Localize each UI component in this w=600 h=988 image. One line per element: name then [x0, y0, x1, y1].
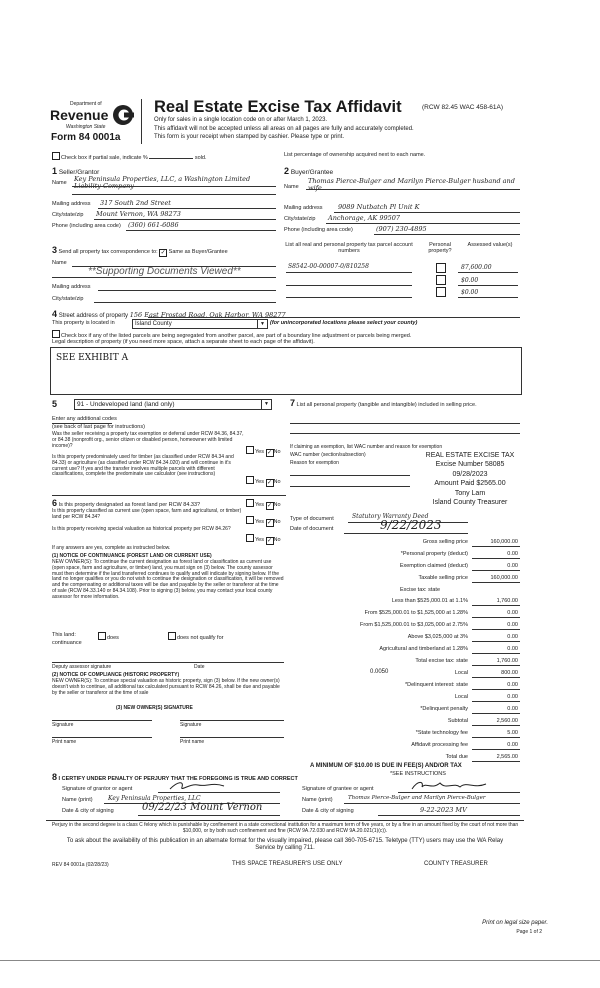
forest-yes-checkbox[interactable] [246, 499, 254, 507]
personal-property-section-number: 7 [290, 398, 296, 408]
buyer-name-label: Name [284, 184, 299, 190]
legal-description-label: Legal description of property (if you need more space, attach a separate sheet to each page of the affidavit). [52, 339, 315, 345]
land-use-select[interactable] [74, 399, 272, 410]
owner-signature-label-1: Signature [52, 722, 74, 728]
personal-property-checkbox-1[interactable] [436, 263, 446, 273]
owner-print-name-label-2: Print name [180, 739, 205, 745]
page-title: Real Estate Excise Tax Affidavit [154, 98, 402, 116]
continuance-label: continuance [52, 640, 82, 646]
property-street-label: Street address of property [58, 313, 129, 319]
tax-label-processing: Affidavit processing fee [411, 742, 468, 748]
yes-label: Yes [255, 519, 264, 525]
correspondence-section-number: 3 [52, 245, 58, 255]
grantee-name-label: Name (print) [302, 797, 333, 803]
header-note-3: This form is your receipt when stamped by cashier. Please type or print. [154, 134, 345, 140]
forest-section-number: 6 [52, 498, 58, 508]
partial-sale-label: Check box if partial sale, indicate % [61, 155, 148, 161]
treasurer-use-label: THIS SPACE TREASURER'S USE ONLY [232, 861, 343, 867]
local-rate[interactable]: 0.0050 [370, 669, 389, 675]
no-label: No [273, 449, 281, 455]
tax-value-tier3[interactable]: 0.00 [507, 622, 518, 628]
personal-property-label: List all personal property (tangible and intangible) included in selling price. [296, 402, 477, 408]
form-number: Form 84 0001a [51, 132, 121, 143]
deputy-date-label: Date [194, 664, 205, 670]
excise-tax-stamp [412, 451, 528, 507]
correspondence-city-label: City/state/zip [52, 296, 84, 302]
no-label: No [273, 537, 281, 543]
grantee-signature-label: Signature of grantee or agent [302, 786, 374, 792]
buyer-city-label: City/state/zip [284, 216, 316, 222]
tax-value-technology[interactable]: 5.00 [507, 730, 518, 736]
see-instructions-note: *SEE INSTRUCTIONS [390, 771, 446, 777]
grantor-date-label: Date & city of signing [62, 808, 114, 814]
rcw-reference: (RCW 82.45 WAC 458-61A) [422, 104, 504, 111]
correspondence-heading-label: Send all property tax correspondence to: [58, 249, 158, 255]
does-not-label: does not qualify for [177, 635, 224, 641]
no-label: No [273, 479, 281, 485]
tax-value-processing[interactable]: 0.00 [507, 742, 518, 748]
assessed-value-1[interactable]: 87,600.00 [461, 264, 492, 271]
notice-continuance-title: (1) NOTICE OF CONTINUANCE (FOREST LAND OR CURRENT USE) [52, 553, 212, 559]
certify-section-number: 8 [52, 772, 58, 782]
exemption-no-checkbox[interactable]: ✓ [267, 450, 273, 456]
stamp-line-2: Excise Number 58085 [435, 461, 505, 469]
property-street-field[interactable]: 156 East Frostad Road, Oak Harbor, WA 98277 [129, 311, 286, 319]
historic-no-checkbox[interactable]: ✓ [267, 538, 273, 544]
tax-label-tier4: Above $3,025,000 at 3% [407, 634, 468, 640]
partial-sale-checkbox[interactable] [52, 152, 60, 160]
additional-codes-label: Enter any additional codes [52, 416, 117, 422]
county-select[interactable] [132, 319, 268, 329]
seller-mailing-field[interactable]: 317 South 2nd Street [100, 199, 171, 207]
header-note-1: Only for sales in a single location code on or after March 1, 2023. [154, 117, 328, 123]
exemption-claim-note: If claiming an exemption, list WAC number and reason for exemption [290, 444, 443, 450]
see-back-note: (see back of last page for instructions) [52, 424, 145, 430]
does-option [98, 632, 119, 641]
forest-answer [246, 499, 281, 510]
assessed-value-3[interactable]: $0.00 [461, 289, 479, 296]
tax-value-local[interactable]: 800.00 [501, 670, 518, 676]
current-use-yes-checkbox[interactable] [246, 516, 254, 524]
exemption-question: Was the seller receiving a property tax exemption or deferral under RCW 84.36, 84.37, or 84.38 (nonprofit org., senior citizen or disabled person, homeowner with limited income)? [52, 431, 244, 449]
personal-property-row [290, 398, 520, 408]
tax-label-gross: Gross selling price [422, 539, 468, 545]
supporting-docs-stamp: **Supporting Documents Viewed** [88, 266, 241, 277]
accessibility-notice: To ask about the availability of this publication in an alternate format for the visually impaired, please call 360-705-6715. Teletype (TTY) users may use the WA Relay Service by calling 711. [66, 838, 504, 851]
tax-label-local: Local [454, 670, 468, 676]
current-use-answer [246, 516, 281, 527]
correspondence-name-label: Name [52, 260, 67, 266]
stamp-line-5: Tony Lam [454, 489, 486, 497]
same-as-buyer-label: Same as Buyer/Grantee [168, 249, 228, 255]
grantor-date-field[interactable]: 09/22/23 Mount Vernon [142, 802, 263, 813]
boundary-row [52, 330, 411, 339]
dept-line2: Revenue [50, 107, 109, 123]
buyer-phone-label: Phone (including area code) [284, 227, 353, 233]
legal-paper-note: Print on legal size paper. [482, 920, 548, 926]
does-label: does [107, 635, 119, 641]
parcel-col-header: List all real and personal property tax parcel account numbers [285, 242, 413, 255]
tax-value-taxable[interactable]: 160,000.00 [490, 575, 518, 581]
boundary-label: Check box if any of the listed parcels are being segregated from another parcel, are part of a boundary line adjustment or parcels being merged. [61, 333, 412, 339]
seller-section-number: 1 [52, 166, 58, 176]
personal-property-checkbox-2[interactable] [436, 275, 446, 285]
yes-label: Yes [255, 479, 264, 485]
tax-value-interest-local[interactable]: 0.00 [507, 694, 518, 700]
notice-continuance-body: NEW OWNER(S): To continue the current designation as forest land or classification as current use (open space, farm and agriculture, or timber) land, you must sign on (3) below. The county assessor must then determine if the land transferred continues to qualify and will indicate by signing below. If the land no longer qualifies or you do not wish to continue the designation or classification, it will be removed and the compensating or additional taxes will be due and payable by the seller or transferor at the time of sale (RCW 84.33.140 or 84.34.108). Prior to signing (3) below, you may contact your local county assessor for more information. [52, 559, 284, 600]
assessed-value-2[interactable]: $0.00 [461, 277, 479, 284]
tax-label-total-state: Total excise tax: state [415, 658, 468, 664]
buyer-phone-field[interactable]: (907) 230-4895 [376, 225, 427, 233]
buyer-city-field[interactable]: Anchorage, AK 99507 [328, 214, 401, 222]
exemption-reason-label: Reason for exemption [290, 460, 339, 466]
unincorporated-note: (for unincorporated locations please select your county) [270, 320, 418, 326]
stamp-line-3: 09/28/2023 [452, 470, 488, 478]
chevron-down-icon[interactable]: ▼ [261, 400, 271, 409]
tax-label-subtotal: Subtotal [447, 718, 468, 724]
grantee-date-field[interactable]: 9-22-2023 MV [420, 806, 467, 814]
seller-heading-label: Seller/Grantor [58, 169, 100, 176]
personal-col-header: Personal property? [428, 242, 452, 255]
seller-name-label: Name [52, 180, 67, 186]
header-divider [141, 99, 142, 144]
timber-yes-checkbox[interactable] [246, 476, 254, 484]
correspondence-mailing-label: Mailing address [52, 284, 91, 290]
grantor-signature[interactable] [168, 779, 228, 793]
document-type-field[interactable]: Statutory Warranty Deed [352, 513, 429, 520]
land-use-section-number: 5 [52, 399, 58, 409]
legal-description-text: SEE EXHIBIT A [56, 353, 129, 363]
header-note-2: This affidavit will not be accepted unless all areas on all pages are fully and accurately completed. [154, 126, 414, 132]
legal-description-box[interactable] [50, 347, 522, 395]
stamp-line-1: REAL ESTATE EXCISE TAX [425, 452, 515, 459]
seller-city-label: City/state/zip [52, 212, 84, 218]
tax-label-total-due: Total due [445, 754, 468, 760]
tax-label-penalty: *Delinquent penalty [420, 706, 468, 712]
tax-value-tier4[interactable]: 0.00 [507, 634, 518, 640]
yes-label: Yes [255, 537, 264, 543]
buyer-heading [284, 166, 333, 176]
county-select-value: Island County [135, 321, 172, 327]
new-owner-signature-title: (3) NEW OWNER(S) SIGNATURE [116, 705, 193, 711]
tax-label-interest-local: Local [454, 694, 468, 700]
parcel-number-1[interactable]: S8542-00-00007-0/810258 [288, 263, 369, 270]
grantor-signature-label: Signature of grantor or agent [62, 786, 133, 792]
certify-statement: I CERTIFY UNDER PENALTY OF PERJURY THAT THE FOREGOING IS TRUE AND CORRECT [58, 776, 298, 782]
buyer-mailing-field[interactable]: 9089 Nutbatch Pl Unit K [338, 203, 420, 211]
tax-value-tier2[interactable]: 0.00 [507, 610, 518, 616]
document-date-label: Date of document [290, 526, 334, 532]
county-treasurer-label: COUNTY TREASURER [424, 861, 488, 867]
tax-value-penalty[interactable]: 0.00 [507, 706, 518, 712]
minimum-due-note: A MINIMUM OF $10.00 IS DUE IN FEE(S) AND/OR TAX [310, 763, 462, 769]
tax-label-personal: *Personal property (deduct) [400, 551, 468, 557]
buyer-section-number: 2 [284, 166, 290, 176]
tax-label-excise-state: Excise tax: state [399, 587, 440, 593]
grantee-date-label: Date & city of signing [302, 808, 354, 814]
this-land-label: This land: [52, 632, 76, 638]
tax-value-tier1[interactable]: 1,760.00 [496, 598, 518, 604]
seller-name-field[interactable]: Key Peninsula Properties, LLC, a Washington Limited Liability Company [74, 175, 251, 191]
buyer-name-field[interactable]: Thomas Pierce-Bulger and Marilyn Pierce-Bulger husband and wife [308, 177, 515, 193]
seller-city-field[interactable]: Mount Vernon, WA 98273 [96, 210, 181, 218]
notice-compliance-title: (2) NOTICE OF COMPLIANCE (HISTORIC PROPERTY) [52, 672, 180, 678]
wac-number-label: WAC number (section/subsection) [290, 452, 366, 458]
property-location-label: This property is located in [52, 320, 115, 326]
tax-label-tier3: From $1,525,000.01 to $3,025,000 at 2.75% [360, 622, 468, 628]
seller-phone-label: Phone (including area code) [52, 223, 121, 229]
yes-label: Yes [255, 502, 264, 508]
personal-property-checkbox-3[interactable] [436, 287, 446, 297]
timber-answer [246, 476, 281, 487]
timber-no-checkbox[interactable]: ✓ [267, 480, 273, 486]
yes-label: Yes [255, 449, 264, 455]
stamp-line-4: Amount Paid $2565.00 [434, 480, 506, 488]
exemption-yes-checkbox[interactable] [246, 446, 254, 454]
tax-label-taxable: Taxable selling price [418, 575, 468, 581]
correspondence-heading [52, 245, 228, 257]
land-use-select-value: 91 - Undeveloped land (land only) [77, 401, 175, 408]
assessed-col-header: Assessed value(s) [467, 242, 513, 248]
chevron-down-icon[interactable]: ▼ [257, 320, 267, 328]
tax-value-total-due[interactable]: 2,565.00 [496, 754, 518, 760]
current-use-no-checkbox[interactable]: ✓ [267, 520, 273, 526]
exemption-answer [246, 446, 281, 457]
stamp-line-6: Island County Treasurer [432, 499, 508, 507]
page-number: Page 1 of 2 [516, 929, 542, 935]
tax-label-interest-state: *Delinquent interest: state [405, 682, 468, 688]
seller-phone-field[interactable]: (360) 661-6086 [128, 221, 179, 229]
dept-line3: Washington State [66, 124, 106, 130]
tax-value-gross[interactable]: 160,000.00 [490, 539, 518, 545]
historic-question: Is this property receiving special valuation as historical property per RCW 84.26? [52, 526, 231, 532]
does-not-option [168, 632, 223, 641]
tax-value-interest-state[interactable]: 0.00 [507, 682, 518, 688]
tax-value-subtotal[interactable]: 2,560.00 [496, 718, 518, 724]
grantor-name-label: Name (print) [62, 797, 93, 803]
no-label: No [273, 519, 281, 525]
forest-question-row [52, 498, 200, 508]
partial-sale-row [52, 152, 207, 161]
dor-logo-icon [111, 103, 135, 127]
timber-question: Is this property predominately used for timber (as classified under RCW 84.34 and 84.33) or agriculture (as classified under RCW 84.34.020) and will continue in it's current use? If yes and the transfer involves multiple parcels with different classifications, complete the predominate use calculator (see instructions) [52, 454, 234, 478]
if-yes-note: If any answers are yes, complete as instructed below. [52, 545, 171, 551]
buyer-mailing-label: Mailing address [284, 205, 323, 211]
forest-no-checkbox[interactable]: ✓ [267, 503, 273, 509]
does-not-checkbox[interactable] [168, 632, 176, 640]
property-section-number: 4 [52, 309, 58, 319]
same-as-buyer-checkbox[interactable]: ✓ [160, 250, 166, 256]
grantor-name-field[interactable]: Key Peninsula Properties, LLC [108, 795, 201, 802]
partial-percent-field[interactable] [149, 158, 193, 159]
document-type-label: Type of document [290, 516, 334, 522]
revision-label: REV 84 0001a (02/28/23) [52, 862, 109, 868]
notice-compliance-body: NEW OWNER(S): To continue special valuation as historic property, sign (3) below. If the new owner(s) doesn't wish to continue, all additional tax calculated pursuant to RCW 84.26, shall be due and payable by the seller or transferor at the time of sale [52, 678, 280, 696]
ownership-note: List percentage of ownership acquired next to each name. [284, 152, 426, 158]
current-use-question: Is this property classified as current use (open space, farm and agricultural, or timber) land per RCW 84.34? [52, 508, 242, 520]
historic-answer [246, 534, 281, 545]
tax-value-agricultural[interactable]: 0.00 [507, 646, 518, 652]
perjury-notice: Perjury in the second degree is a class C felony which is punishable by confinement in a state correctional institution for a maximum term of five years, or by a fine in an amount fixed by the court of not more than $10,000, or by both such confinement and fine (RCW 9A.72.030 and RCW 9A.20.021(1)(c)). [51, 822, 519, 834]
owner-print-name-label-1: Print name [52, 739, 77, 745]
does-checkbox[interactable] [98, 632, 106, 640]
buyer-heading-label: Buyer/Grantee [290, 169, 334, 176]
boundary-checkbox[interactable] [52, 330, 60, 338]
tax-value-personal[interactable]: 0.00 [507, 551, 518, 557]
grantee-signature[interactable] [410, 778, 490, 793]
partial-sold-label: sold. [194, 155, 207, 161]
tax-label-technology: *State technology fee [415, 730, 468, 736]
deputy-signature-label: Deputy assessor signature [52, 664, 112, 670]
tax-label-agricultural: Agricultural and timberland at 1.28% [379, 646, 468, 652]
historic-yes-checkbox[interactable] [246, 534, 254, 542]
owner-signature-label-2: Signature [180, 722, 202, 728]
tax-label-exemption: Exemption claimed (deduct) [399, 563, 468, 569]
tax-value-exemption[interactable]: 0.00 [507, 563, 518, 569]
grantee-name-field[interactable]: Thomas Pierce-Bulger and Marilyn Pierce-Bulger [348, 795, 486, 801]
seller-mailing-label: Mailing address [52, 201, 91, 207]
dept-line1: Department of [70, 101, 102, 107]
tax-label-tier2: From $525,000.01 to $1,525,000 at 1.28% [364, 610, 468, 616]
no-label: No [273, 502, 281, 508]
tax-label-tier1: Less than $525,000.01 at 1.1% [391, 598, 468, 604]
forest-question: Is this property designated as forest land per RCW 84.33? [58, 502, 201, 508]
document-date-field[interactable]: 9/22/2023 [380, 518, 442, 532]
tax-value-total-state[interactable]: 1,760.00 [496, 658, 518, 664]
